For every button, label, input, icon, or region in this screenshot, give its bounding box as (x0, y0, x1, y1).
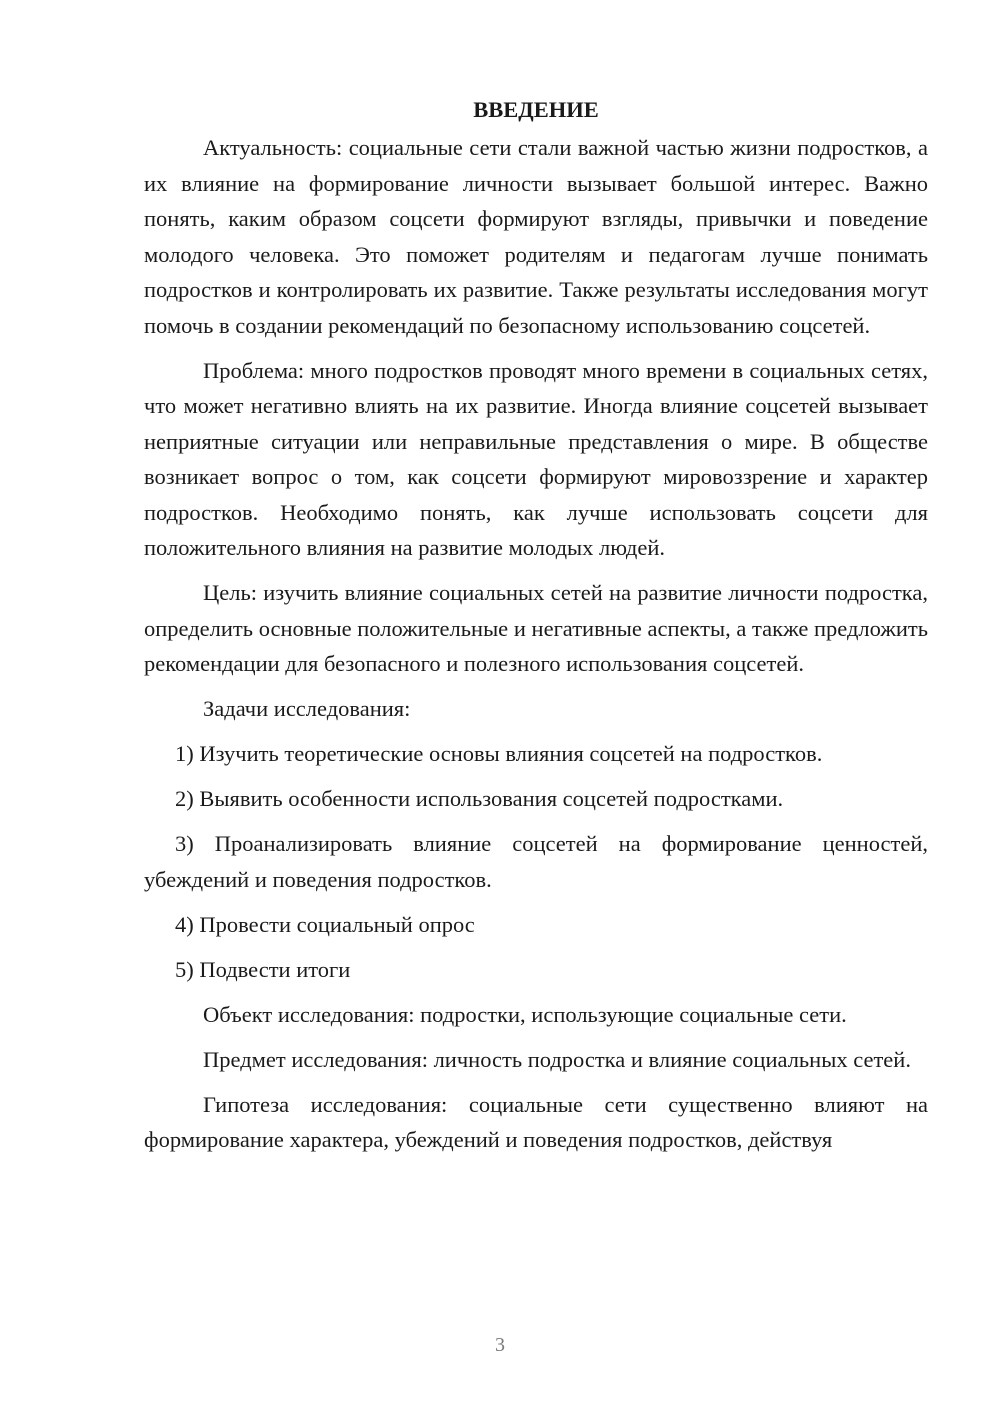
task-item-1: 1) Изучить теоретические основы влияния соцсетей на подростков. (175, 741, 823, 766)
task-item-2: 2) Выявить особенности использования соцсетей подростками. (175, 786, 784, 811)
hypothesis-paragraph: Гипотеза исследования: социальные сети существенно влияют на формирование характера, убеждений и поведения подростков, действуя (144, 1091, 928, 1152)
object-paragraph: Объект исследования: подростки, использующие социальные сети. (203, 1001, 847, 1027)
section-title: ВВЕДЕНИЕ (473, 97, 599, 122)
task-item-5: 5) Подвести итоги (175, 956, 351, 982)
task-item-3: 3) Проанализировать влияние соцсетей на формирование ценностей, убеждений и поведения подростков. (144, 831, 928, 892)
page-number: 3 (495, 1334, 505, 1356)
task-item-4: 4) Провести социальный опрос (175, 911, 475, 937)
page-content (144, 92, 928, 1158)
problem-paragraph: Проблема: много подростков проводят много времени в социальных сетях, что может негативно влиять на их развитие. Иногда влияние соцсетей вызывает неприятные ситуации или неправильные представления о мире. В обществе возникает вопрос о том, как соцсети формируют мировоззрение и характер подростков. Необходимо понять, как лучше использовать соцсети для положительного влияния на развитие молодых людей. (144, 357, 928, 560)
relevance-paragraph: Актуальность: социальные сети стали важной частью жизни подростков, а их влияние на формирование личности вызывает большой интерес. Важно понять, каким образом соцсети формируют взгляды, привычки и поведение молодого человека. Это поможет родителям и педагогам лучше понимать подростков и контролировать их развитие. Также результаты исследования могут помочь в создании рекомендаций по безопасному использованию соцсетей. (144, 135, 928, 338)
tasks-heading: Задачи исследования: (203, 696, 411, 721)
subject-paragraph: Предмет исследования: личность подростка и влияние социальных сетей. (203, 1046, 911, 1072)
goal-paragraph: Цель: изучить влияние социальных сетей на развитие личности подростка, определить основные положительные и негативные аспекты, а также предложить рекомендации для безопасного и полезного использования соцсетей. (144, 580, 928, 676)
